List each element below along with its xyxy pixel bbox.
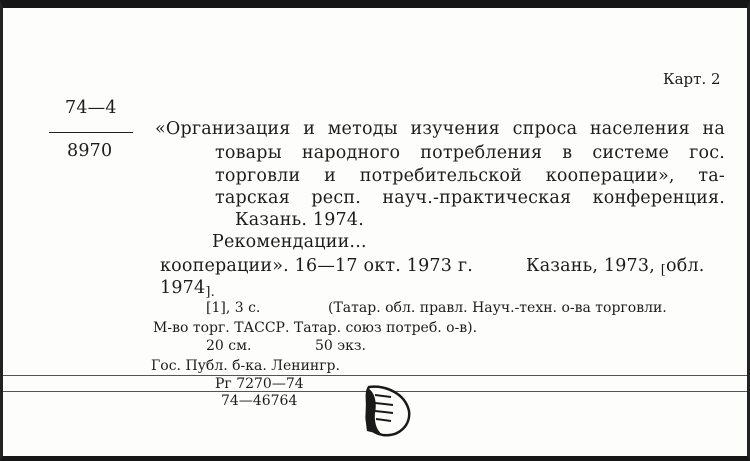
continuation-line-2 <box>160 278 215 298</box>
year-close: ]. <box>205 285 215 300</box>
punch-hole-icon <box>361 383 413 439</box>
permit-number: Рг 7270—74 <box>215 376 304 392</box>
footer-divider-1 <box>3 375 747 376</box>
call-number-bottom: 8970 <box>67 141 113 161</box>
title-line-4: тарская респ. науч.-практическая конференция. <box>215 188 725 208</box>
size: 20 см. <box>206 338 252 354</box>
continuation-line-1: кооперации». 16—17 окт. 1973 г. <box>160 256 473 276</box>
title-line-3: торговли и потребительской кооперации», та- <box>215 166 725 186</box>
order-number: 74—46764 <box>221 393 298 409</box>
library-imprint: Гос. Публ. б-ка. Ленингр. <box>151 358 340 374</box>
pages: [1], 3 с. <box>206 300 261 316</box>
recommendations-text: Рекомендации... <box>212 232 367 252</box>
issuer-line-1: (Татар. обл. правл. Науч.-техн. о-ва торговли. <box>328 300 667 316</box>
issuer-line-2: М-во торг. ТАССР. Татар. союз потреб. о-в). <box>153 320 478 336</box>
cover-word: обл. <box>666 256 705 276</box>
cover-bracket: [ <box>660 263 667 278</box>
call-number-top: 74—4 <box>65 98 117 118</box>
call-number-divider <box>49 132 133 133</box>
card-number: Карт. 2 <box>663 70 721 88</box>
title-line-2: товары народного потребления в системе гос. <box>215 143 725 163</box>
continuation-place-date <box>526 256 705 276</box>
title-line-5: Казань. 1974. <box>235 210 364 230</box>
place-date: Казань, 1973, <box>526 256 661 276</box>
year-1974: 1974 <box>160 278 206 298</box>
title-line-1: «Организация и методы изучения спроса населения на <box>155 119 725 139</box>
copies: 50 экз. <box>315 338 366 354</box>
